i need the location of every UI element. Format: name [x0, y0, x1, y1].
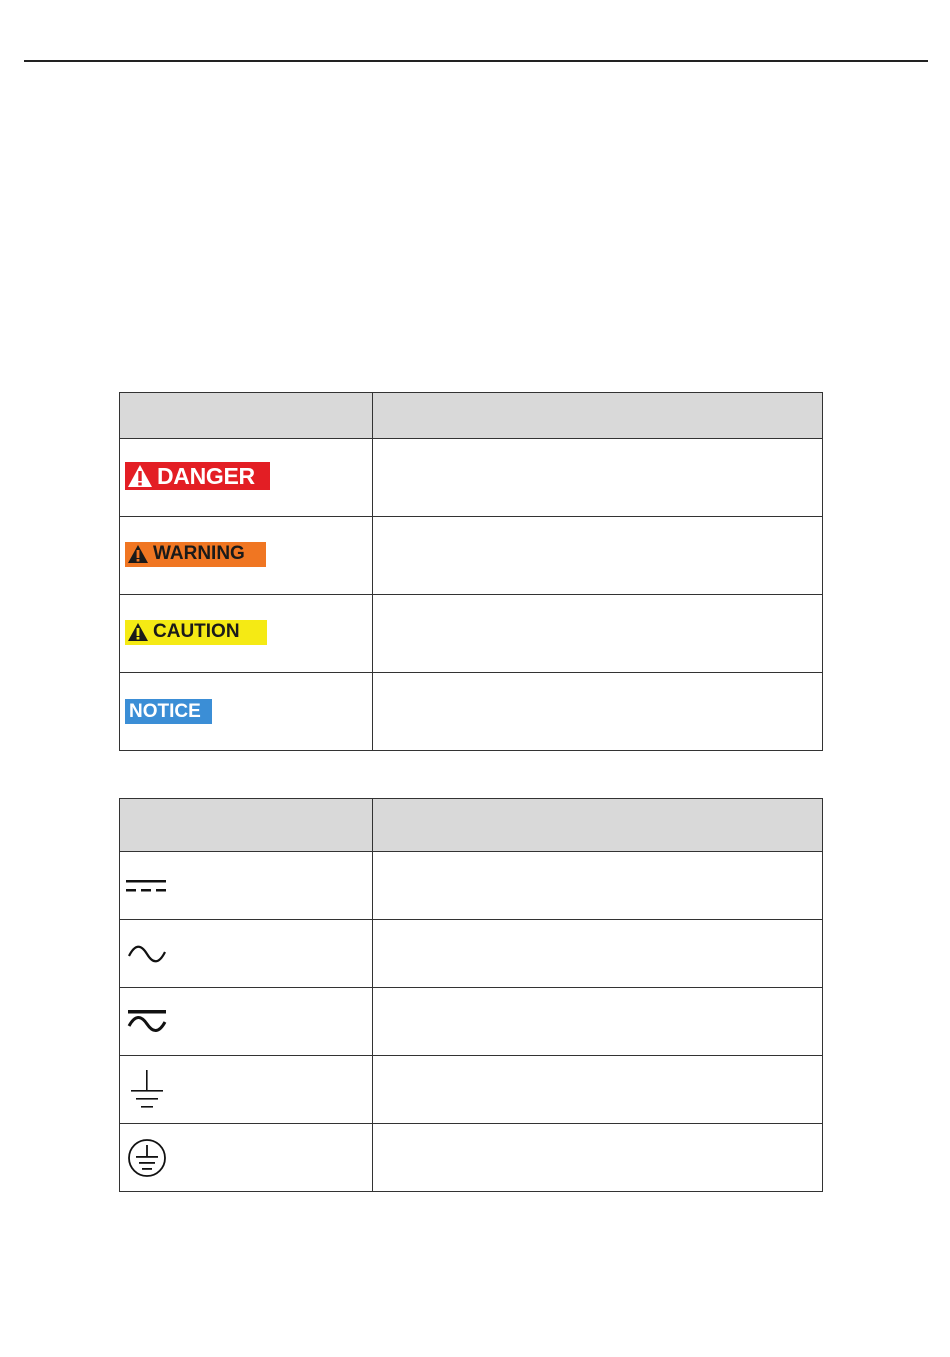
notice-label-text: NOTICE	[129, 700, 201, 722]
warning-triangle-icon	[127, 544, 149, 564]
symbol-cell	[120, 852, 373, 920]
notice-label	[125, 699, 212, 724]
table-row	[120, 517, 823, 595]
caution-label-text: CAUTION	[153, 621, 240, 643]
warning-label	[125, 542, 266, 567]
symbol-cell	[120, 988, 373, 1056]
symbol-cell	[120, 517, 373, 595]
signal-word-table	[119, 392, 823, 751]
symbol-cell	[120, 1124, 373, 1192]
symbol-cell	[120, 1056, 373, 1124]
header-cell-description	[373, 799, 823, 852]
table-row	[120, 439, 823, 517]
description-cell	[373, 595, 823, 673]
symbol-cell	[120, 920, 373, 988]
header-cell-symbol	[120, 799, 373, 852]
table-header-row	[120, 393, 823, 439]
direct-current-icon	[125, 874, 372, 898]
table-row	[120, 988, 823, 1056]
warning-triangle-icon	[127, 622, 149, 642]
table-row	[120, 1056, 823, 1124]
electrical-symbol-table	[119, 798, 823, 1192]
table-row	[120, 673, 823, 751]
description-cell	[373, 673, 823, 751]
table-row	[120, 595, 823, 673]
table-header-row	[120, 799, 823, 852]
description-cell	[373, 1124, 823, 1192]
description-cell	[373, 852, 823, 920]
table-row	[120, 920, 823, 988]
ac-dc-current-icon	[125, 1008, 372, 1036]
warning-triangle-icon	[127, 464, 153, 488]
alternating-current-icon	[125, 942, 372, 966]
symbol-cell	[120, 439, 373, 517]
caution-label	[125, 620, 267, 645]
header-rule	[24, 60, 928, 62]
header-cell-description	[373, 393, 823, 439]
symbol-cell	[120, 595, 373, 673]
description-cell	[373, 1056, 823, 1124]
description-cell	[373, 439, 823, 517]
header-cell-symbol	[120, 393, 373, 439]
ground-icon	[125, 1069, 372, 1111]
description-cell	[373, 920, 823, 988]
table-row	[120, 852, 823, 920]
protective-ground-icon	[125, 1137, 372, 1179]
danger-label-text: DANGER	[157, 462, 255, 489]
warning-label-text: WARNING	[153, 543, 245, 565]
description-cell	[373, 517, 823, 595]
symbol-cell	[120, 673, 373, 751]
description-cell	[373, 988, 823, 1056]
danger-label	[125, 462, 270, 490]
table-row	[120, 1124, 823, 1192]
